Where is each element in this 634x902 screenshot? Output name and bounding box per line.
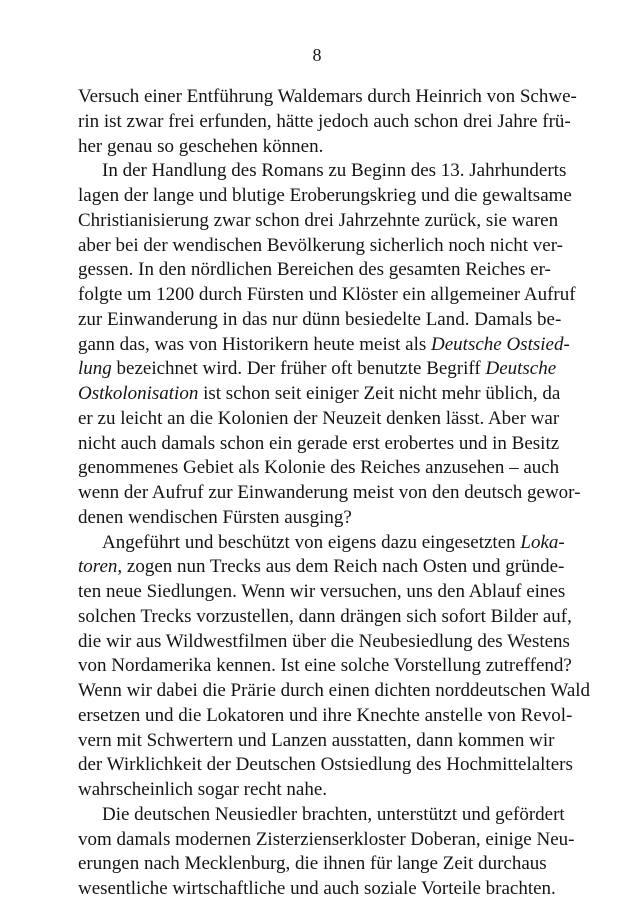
text-segment: Christianisierung zwar schon drei Jahrzehnte zurück, sie waren	[78, 209, 559, 231]
italic-term: Ostkolonisation	[78, 383, 199, 404]
text-segment: lagen der lange und blutige Eroberungskrieg und die gewaltsame	[78, 185, 572, 206]
text-line	[78, 828, 575, 853]
text-segment: solchen Trecks vorzustellen, dann drängen sich sofort Bilder auf,	[78, 605, 572, 627]
page-number: 8	[312, 45, 322, 65]
text-segment: Versuch einer Entführung Waldemars durch Heinrich von Schwe-	[78, 86, 577, 107]
text-line	[78, 85, 577, 110]
text-segment: Wenn wir dabei die Prärie durch einen dichten norddeutschen Wald	[78, 680, 591, 701]
text-segment: her genau so geschehen können.	[78, 135, 324, 157]
text-line	[78, 159, 567, 184]
text-segment: vom damals modernen Zisterzienserkloster Doberan, einige Neu-	[78, 828, 575, 850]
text-segment: aber bei der wendischen Bevölkerung sicherlich noch nicht ver-	[78, 234, 563, 256]
text-line	[78, 184, 572, 209]
text-line	[78, 704, 573, 729]
text-line	[78, 209, 559, 234]
text-line	[78, 283, 576, 308]
text-segment: ten neue Siedlungen. Wenn wir versuchen, uns den Ablauf eines	[78, 581, 566, 602]
text-segment: Angeführt und beschützt von eigens dazu eingesetzten	[102, 531, 521, 553]
text-line	[78, 531, 565, 556]
text-segment: der Wirklichkeit der Deutschen Ostsiedlung des Hochmittelalters	[78, 754, 573, 776]
italic-term: toren	[78, 556, 118, 578]
italic-term: Deutsche	[485, 358, 557, 380]
italic-term: lung	[78, 358, 112, 380]
text-line	[78, 555, 565, 580]
text-line	[78, 432, 560, 457]
text-line	[78, 481, 581, 506]
italic-term: Loka-	[520, 531, 565, 553]
text-line	[78, 382, 561, 407]
text-line	[78, 679, 591, 704]
text-segment: ist schon seit einiger Zeit nicht mehr üblich, da	[198, 383, 561, 404]
text-segment: bezeichnet wird. Der früher oft benutzte Begriff	[111, 358, 486, 380]
text-segment: wesentliche wirtschaftliche und auch soziale Vorteile brachten.	[78, 878, 556, 899]
text-segment: ersetzen und die Lokatoren und ihre Knechte anstelle von Revol-	[78, 704, 573, 726]
text-line	[78, 234, 563, 259]
text-segment: gann das, was von Historikern heute meist als	[78, 333, 432, 355]
text-line	[78, 852, 547, 877]
text-line	[78, 630, 570, 655]
text-line	[78, 258, 551, 283]
text-line	[78, 778, 540, 803]
italic-term: Deutsche Ostsied-	[431, 333, 570, 355]
text-segment: rin ist zwar frei erfunden, hätte jedoch auch schon drei Jahre frü-	[78, 110, 571, 132]
text-line	[78, 753, 573, 778]
text-line	[78, 803, 565, 828]
text-segment: denen wendischen Fürsten ausging?	[78, 506, 352, 528]
text-segment: nicht auch damals schon ein gerade erst erobertes und in Besitz	[78, 432, 560, 454]
text-segment: , zogen nun Trecks aus dem Reich nach Osten und gründe-	[117, 556, 565, 578]
text-segment: zur Einwanderung in das nur dünn besiedelte Land. Damals be-	[78, 308, 562, 330]
text-line	[78, 333, 570, 358]
text-segment: gessen. In den nördlichen Bereichen des gesamten Reiches er-	[78, 259, 551, 281]
text-line	[78, 654, 572, 679]
text-line	[78, 110, 571, 135]
text-line	[78, 135, 540, 160]
text-segment: er zu leicht an die Kolonien der Neuzeit denken lässt. Aber war	[78, 407, 560, 429]
text-line	[78, 407, 560, 432]
text-segment: wahrscheinlich sogar recht nahe.	[78, 779, 328, 800]
text-line	[78, 877, 556, 902]
text-line	[78, 580, 566, 605]
body-text	[78, 85, 591, 902]
text-line	[78, 456, 560, 481]
text-segment: vern mit Schwertern und Lanzen ausstatten, dann kommen wir	[78, 729, 555, 751]
text-segment: erungen nach Mecklenburg, die ihnen für lange Zeit durchaus	[78, 853, 547, 875]
text-segment: In der Handlung des Romans zu Beginn des 13. Jahrhunderts	[102, 160, 567, 182]
text-line	[78, 729, 555, 754]
text-line	[78, 506, 540, 531]
text-line	[78, 357, 557, 382]
text-segment: Die deutschen Neusiedler brachten, unterstützt und gefördert	[102, 803, 565, 825]
text-segment: die wir aus Wildwestfilmen über die Neubesiedlung des Westens	[78, 630, 570, 652]
text-segment: von Nordamerika kennen. Ist eine solche Vorstellung zutreffend?	[78, 655, 572, 677]
text-segment: folgte um 1200 durch Fürsten und Klöster ein allgemeiner Aufruf	[78, 284, 576, 305]
text-line	[78, 605, 572, 630]
text-line	[78, 308, 562, 333]
text-segment: genommenes Gebiet als Kolonie des Reiches anzusehen – auch	[78, 457, 560, 479]
text-segment: wenn der Aufruf zur Einwanderung meist von den deutsch gewor-	[78, 482, 581, 503]
